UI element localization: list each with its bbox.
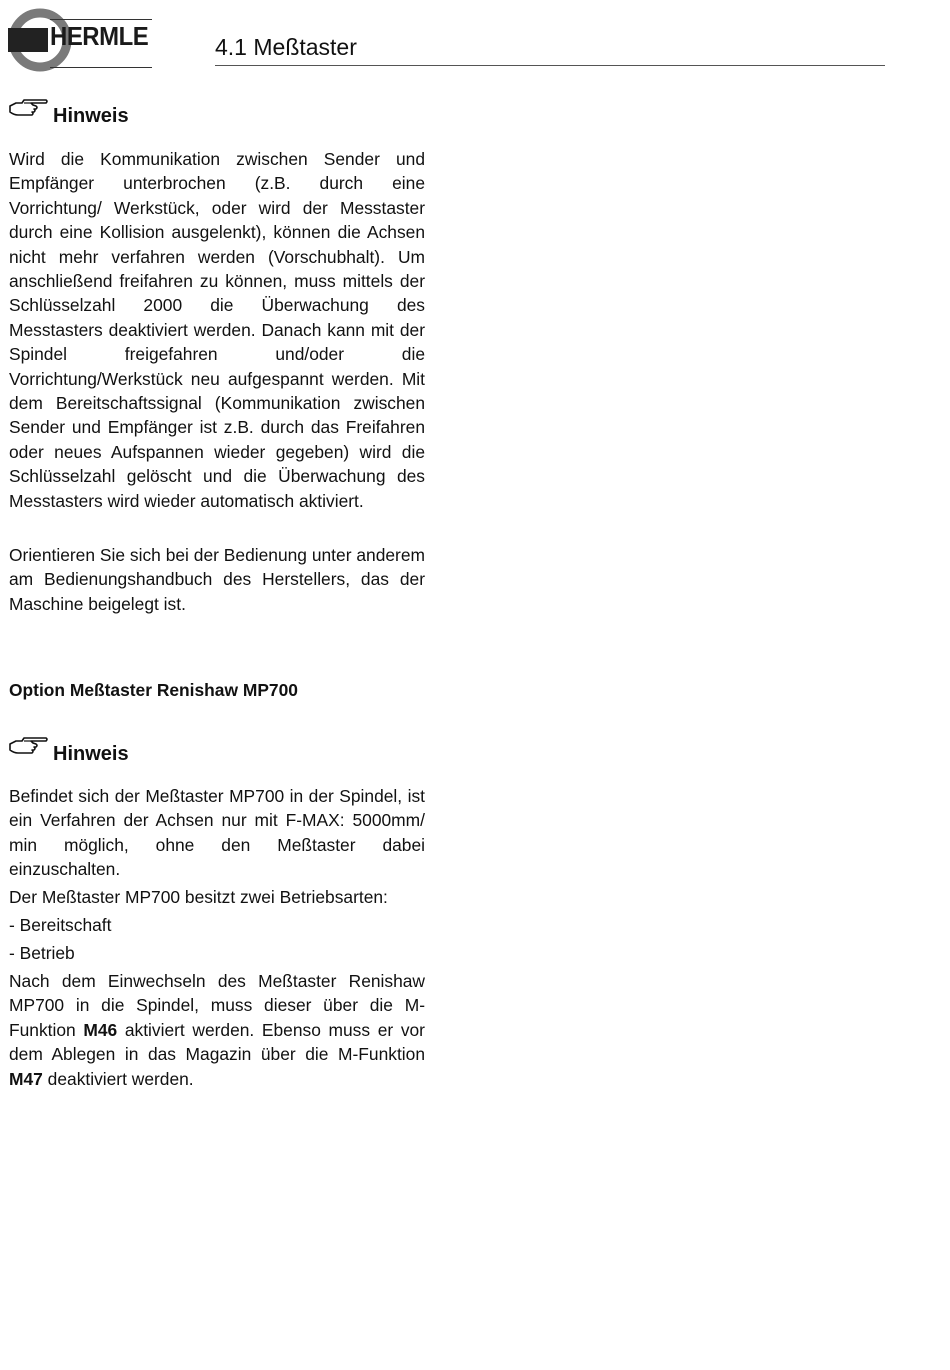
text-part: aktiviert werden. Ebenso muss er vor dem Ablegen in das Magazin über die M-Funktion <box>9 1019 425 1065</box>
note-hinweis-2 <box>9 734 309 774</box>
note-hinweis-1 <box>9 96 309 136</box>
note-label: Hinweis <box>53 105 129 127</box>
paragraph-manual-reference: Orientieren Sie sich bei der Bedienung unter anderem am Bedienungshandbuch des Herstellers, das der Maschine beigelegt ist. <box>9 545 425 614</box>
mode-item-standby: - Bereitschaft <box>9 915 112 935</box>
paragraph-communication: Wird die Kommunikation zwischen Sender und Empfänger unterbrochen (z.B. durch eine Vorrichtung/ Werkstück, oder wird der Messtaster durch eine Kollision ausgelenkt), können die Achsen nicht mehr verfahren werden (Vorschubhalt). Um anschließend freifahren zu können, muss mittels der Schlüsselzahl 2000 die Überwachung des Messtasters deaktiviert werden. Danach kann mit der Spindel freigefahren und/oder die Vorrichtung/Werkstück neu aufgespannt werden. Mit dem Bereitschaftssignal (Kommunikation zwischen Sender und Empfänger ist z.B. durch das Freifahren oder neues Aufspannen wieder gegeben) wird die Schlüsselzahl gelöscht und die Überwachung des Messtasters wird wieder automatisch aktiviert. <box>9 149 425 511</box>
note-label: Hinweis <box>53 743 129 765</box>
chapter-title: 4.1 Meßtaster <box>215 34 357 60</box>
header-divider <box>215 65 885 66</box>
text-part: Nach dem Einwechseln des Meßtaster Renishaw MP700 in die Spindel, muss dieser über die M-Funktion <box>9 971 425 1040</box>
paragraph-modes-intro: Der Meßtaster MP700 besitzt zwei Betriebsarten: <box>9 887 388 907</box>
paragraph-m-functions <box>9 969 425 1091</box>
logo-rule-top <box>50 19 152 20</box>
m-code: M46 <box>83 1019 118 1040</box>
section-heading: Option Meßtaster Renishaw MP700 <box>9 680 298 700</box>
mode-item-operation: - Betrieb <box>9 943 75 963</box>
pointing-hand-icon <box>9 734 49 756</box>
paragraph-fmax: Befindet sich der Meßtaster MP700 in der Spindel, ist ein Verfahren der Achsen nur mit F-MAX: 5000mm/ min möglich, ohne den Meßtaster dabei einzuschalten. <box>9 786 425 880</box>
logo-text: HERMLE <box>50 21 149 51</box>
logo-rule-bottom <box>50 67 152 68</box>
text-part: deaktiviert werden. <box>42 1068 194 1089</box>
m-code: M47 <box>9 1068 43 1089</box>
pointing-hand-icon <box>9 96 49 118</box>
